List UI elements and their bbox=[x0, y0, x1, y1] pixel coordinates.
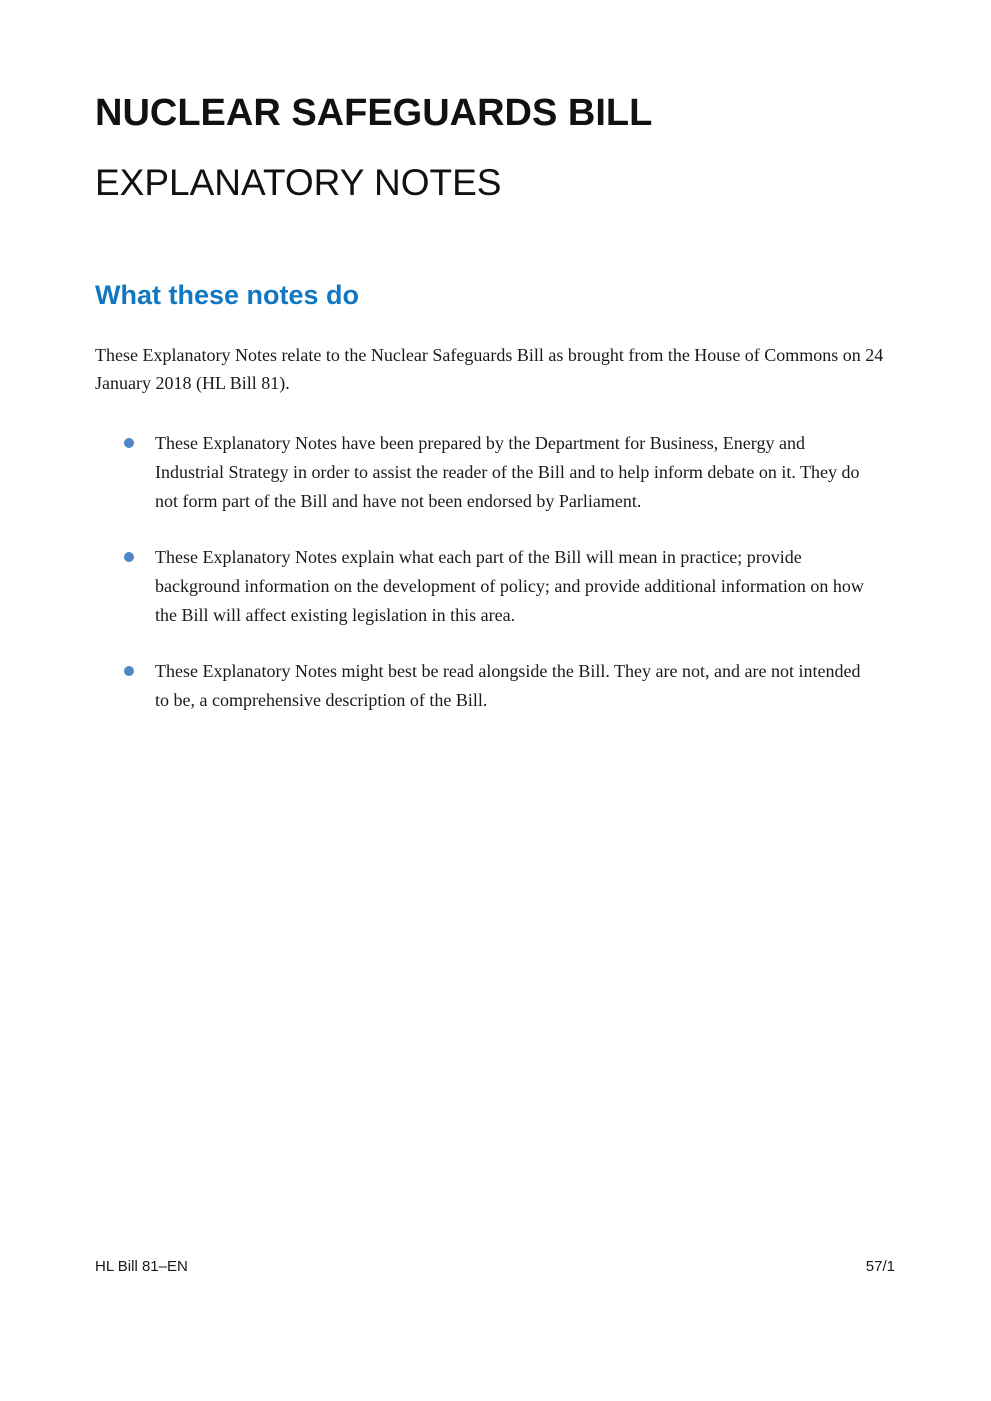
footer-page-number: 57/1 bbox=[865, 1258, 895, 1275]
bullet-icon bbox=[124, 552, 134, 562]
notes-bullet-list bbox=[95, 429, 896, 715]
bullet-icon bbox=[124, 438, 134, 448]
list-item bbox=[95, 543, 896, 630]
document-title: NUCLEAR SAFEGUARDS BILL bbox=[95, 92, 653, 134]
section-heading-what-these-notes-do: What these notes do bbox=[95, 280, 360, 311]
list-item bbox=[95, 429, 896, 516]
bullet-text: These Explanatory Notes explain what each part of the Bill will mean in practice; provide background information on the development of policy; and provide additional information on how the Bill will affect existing legislation in this area. bbox=[155, 547, 864, 626]
list-item bbox=[95, 657, 896, 715]
bullet-icon bbox=[124, 666, 134, 676]
footer-bill-reference: HL Bill 81–EN bbox=[95, 1258, 188, 1275]
bullet-text: These Explanatory Notes might best be read alongside the Bill. They are not, and are not intended to be, a comprehensive description of the Bill. bbox=[155, 661, 861, 711]
page-footer bbox=[95, 1258, 895, 1275]
document-content bbox=[95, 0, 896, 742]
bullet-text: These Explanatory Notes have been prepared by the Department for Business, Energy and Industrial Strategy in order to assist the reader of the Bill and to help inform debate on it. They do not form part of the Bill and have not been endorsed by Parliament. bbox=[155, 433, 860, 512]
intro-paragraph: These Explanatory Notes relate to the Nuclear Safeguards Bill as brought from the House of Commons on 24 January 2018 (HL Bill 81). bbox=[95, 345, 884, 394]
document-subtitle: EXPLANATORY NOTES bbox=[95, 161, 502, 203]
